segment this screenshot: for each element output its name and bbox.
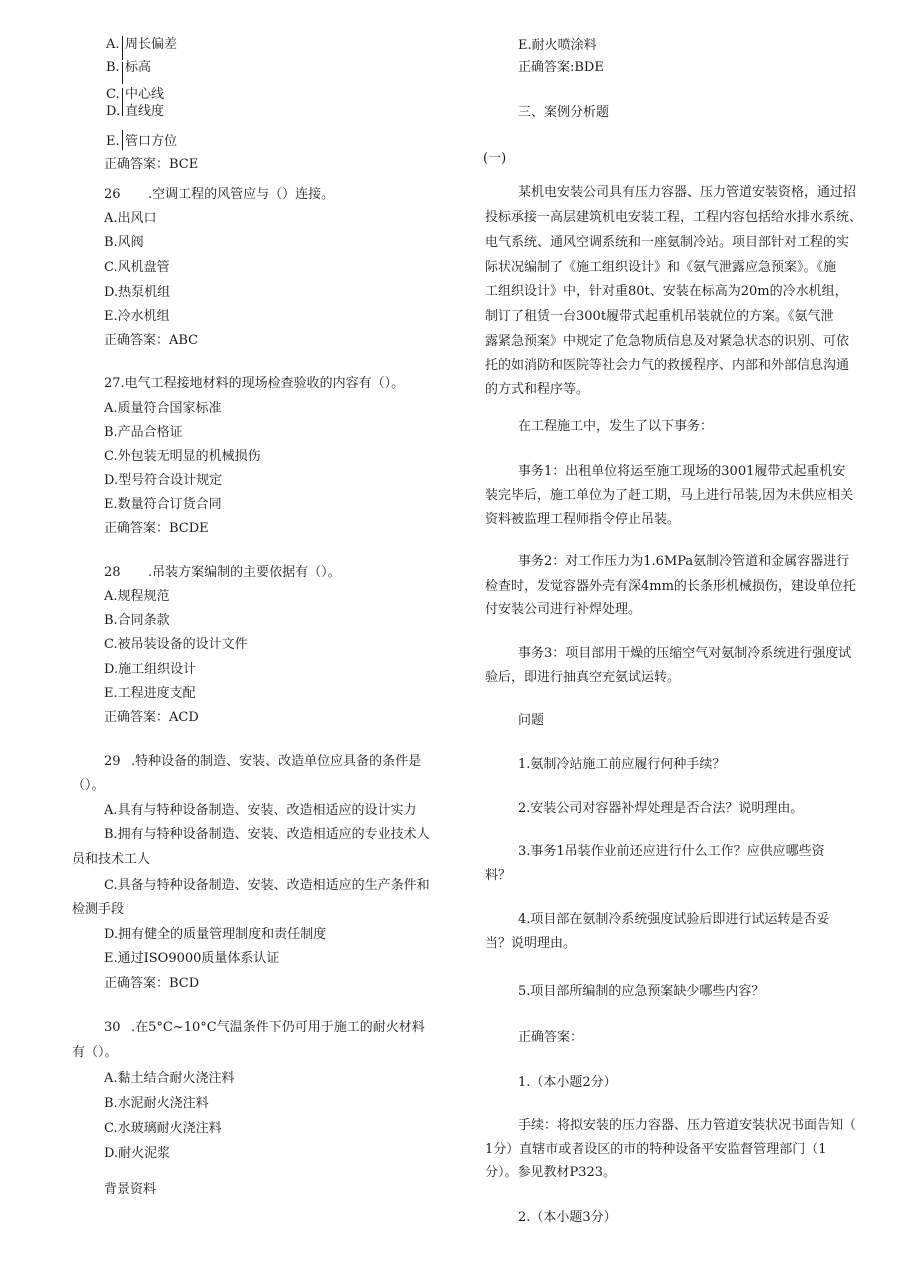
event2-line: 检查时，发觉容器外壳有深4mm的长条形机械损伤，建设单位托 (485, 579, 856, 594)
answer-1-line: 1分）直辖市或者设区的市的特种设备平安监督管理部门（1 (485, 1142, 827, 1157)
q26-option: D.热泵机组 (104, 285, 171, 300)
case-intro-line: 露紧急预案》中规定了危急物质信息及对紧急状态的识别、可依 (485, 334, 850, 349)
case-number: (一) (483, 151, 507, 166)
q25-option-text: 周长偏差 (125, 37, 178, 52)
q27-stem: 27.电气工程接地材料的现场检查验收的内容有（）。 (104, 376, 405, 391)
events-intro: 在工程施工中，发生了以下事务： (518, 419, 714, 434)
question-4: 当？说明理由。 (485, 936, 577, 951)
q29-stem: .特种设备的制造、安装、改造单位应具备的条件是 (131, 754, 422, 769)
option-divider-line (122, 88, 123, 116)
case-intro-line: 制订了租赁一台300t履带式起重机吊装就位的方案。《氨气泄 (485, 309, 834, 324)
answer-2-header: 2.（本小题3分） (518, 1210, 617, 1225)
option-divider-line (122, 36, 123, 60)
q29-option: A.具有与特种设备制造、安装、改造相适应的设计实力 (104, 803, 417, 818)
q25-option-letter: E. (106, 134, 120, 149)
q27-option: D.型号符合设计规定 (104, 473, 223, 488)
q25-option-letter: B. (106, 60, 120, 75)
case-intro-line: 工组织设计》中，针对重80t、安装在标高为20m的冷水机组， (485, 284, 848, 299)
q30-option: D.耐火泥浆 (104, 1146, 171, 1161)
q25-option-letter: C. (106, 87, 120, 102)
option-divider-line (122, 130, 123, 150)
q28-option: D.施工组织设计 (104, 662, 197, 677)
q27-option: B.产品合格证 (104, 425, 183, 440)
q28-option: E.工程进度支配 (104, 686, 196, 701)
question-3: 3.事务1吊装作业前还应进行什么工作？应供应哪些资 (518, 844, 825, 859)
q26-answer: 正确答案：ABC (104, 333, 199, 348)
q30-option: A.黏土结合耐火浇注料 (104, 1071, 235, 1086)
q30-option: B.水泥耐火浇注料 (104, 1096, 209, 1111)
q29-option: D.拥有健全的质量管理制度和责任制度 (104, 927, 327, 942)
answer-1-header: 1.（本小题2分） (518, 1075, 617, 1090)
case-intro-line: 电气系统、通风空调系统和一座氨制冷站。项目部针对工程的实 (485, 235, 850, 250)
case-intro-line: 投标承接一高层建筑机电安装工程，工程内容包括给水排水系统、 (485, 210, 863, 225)
answer-1-line: 分）。参见教材P323。 (485, 1165, 617, 1180)
event3-line: 事务3：项目部用干燥的压缩空气对氨制冷系统进行强度试 (518, 646, 852, 661)
q29-option: B.拥有与特种设备制造、安装、改造相适应的专业技术人 (104, 827, 430, 842)
q25-option-text: 标高 (125, 60, 152, 75)
q25-option-text: 中心线 (125, 87, 165, 102)
questions-title: 问题 (518, 713, 545, 728)
q29-answer: 正确答案：BCD (104, 976, 200, 991)
event1-line: 装完毕后，施工单位为了赶工期，马上进行吊装,因为未供应相关 (485, 488, 854, 503)
event1-line: 资料被监理工程师指令停止吊装。 (485, 512, 681, 527)
q28-answer: 正确答案：ACD (104, 710, 199, 725)
q28-option: B.合同条款 (104, 613, 170, 628)
q25-option-text: 直线度 (125, 104, 165, 119)
q30-stem: 有（）。 (72, 1045, 118, 1060)
q28-stem: .吊装方案编制的主要依据有（）。 (148, 565, 341, 580)
q30-number: 30 (104, 1020, 121, 1035)
q26-stem: .空调工程的风管应与（）连接。 (148, 187, 335, 202)
q28-option: A.规程规范 (104, 589, 170, 604)
event2-line: 付安装公司进行补焊处理。 (485, 602, 642, 617)
q26-option: C.风机盘管 (104, 260, 170, 275)
q26-option: B.风阀 (104, 235, 144, 250)
q30-option: C.水玻璃耐火浇注料 (104, 1121, 222, 1136)
event2-line: 事务2：对工作压力为1.6MPa氨制冷管道和金属容器进行 (518, 554, 850, 569)
question-2: 2.安装公司对容器补焊处理是否合法？说明理由。 (518, 801, 804, 816)
q30-stem: .在5°C~10°C气温条件下仍可用于施工的耐火材料 (131, 1020, 425, 1035)
question-3: 料？ (485, 868, 512, 883)
q27-option: E.数量符合订货合同 (104, 497, 222, 512)
q27-answer: 正确答案：BCDE (104, 521, 209, 536)
question-4: 4.项目部在氨制冷系统强度试验后即进行试运转是否妥 (518, 912, 830, 927)
q26-option: E.冷水机组 (104, 309, 170, 324)
q29-option: 检测手段 (72, 902, 125, 917)
q25-option-letter: A. (106, 37, 120, 52)
case-intro-line: 的方式和程序等。 (485, 382, 590, 397)
answers-title: 正确答案： (518, 1030, 584, 1045)
case-intro-line: 托的如消防和医院等社会力气的救援程序、内部和外部信息沟通 (485, 358, 850, 373)
q28-number: 28 (104, 565, 121, 580)
q27-option: A.质量符合国家标准 (104, 401, 222, 416)
case-intro-line: 际状况编制了《施工组织设计》和《氨气泄露应急预案》。《施 (485, 260, 837, 275)
answer-1-line: 手续：将拟安装的压力容器、压力管道安装状况书面告知（ (518, 1118, 857, 1133)
event3-line: 验后，即进行抽真空充氨试运转。 (485, 670, 681, 685)
q26-number: 26 (104, 187, 121, 202)
question-1: 1.氨制冷站施工前应履行何种手续？ (518, 757, 726, 772)
q25-answer: 正确答案：BCE (104, 157, 199, 172)
event1-line: 事务1：出租单位将运至施工现场的3001履带式起重机安 (518, 464, 846, 479)
q25-option-text: 管口方位 (125, 134, 178, 149)
q29-number: 29 (104, 754, 121, 769)
q29-stem: （）。 (72, 778, 105, 793)
question-5: 5.项目部所编制的应急预案缺少哪些内容？ (518, 984, 765, 999)
q25-option-letter: D. (106, 104, 121, 119)
q28-option: C.被吊装设备的设计文件 (104, 637, 248, 652)
q27-option: C.外包装无明显的机械损伤 (104, 449, 261, 464)
q29-option: E.通过ISO9000质量体系认证 (104, 951, 280, 966)
q30-answer: 正确答案:BDE (518, 60, 604, 75)
q30-option-e: E.耐火喷涂料 (518, 38, 597, 53)
option-divider-line (122, 62, 123, 84)
q29-option: C.具备与特种设备制造、安装、改造相适应的生产条件和 (104, 878, 430, 893)
case-intro-line: 某机电安装公司具有压力容器、压力管道安装资格，通过招 (518, 185, 857, 200)
background-heading: 背景资料 (104, 1182, 157, 1197)
q29-option: 员和技术工人 (72, 852, 151, 867)
section-title: 三、案例分析题 (518, 105, 610, 120)
q26-option: A.出风口 (104, 211, 157, 226)
